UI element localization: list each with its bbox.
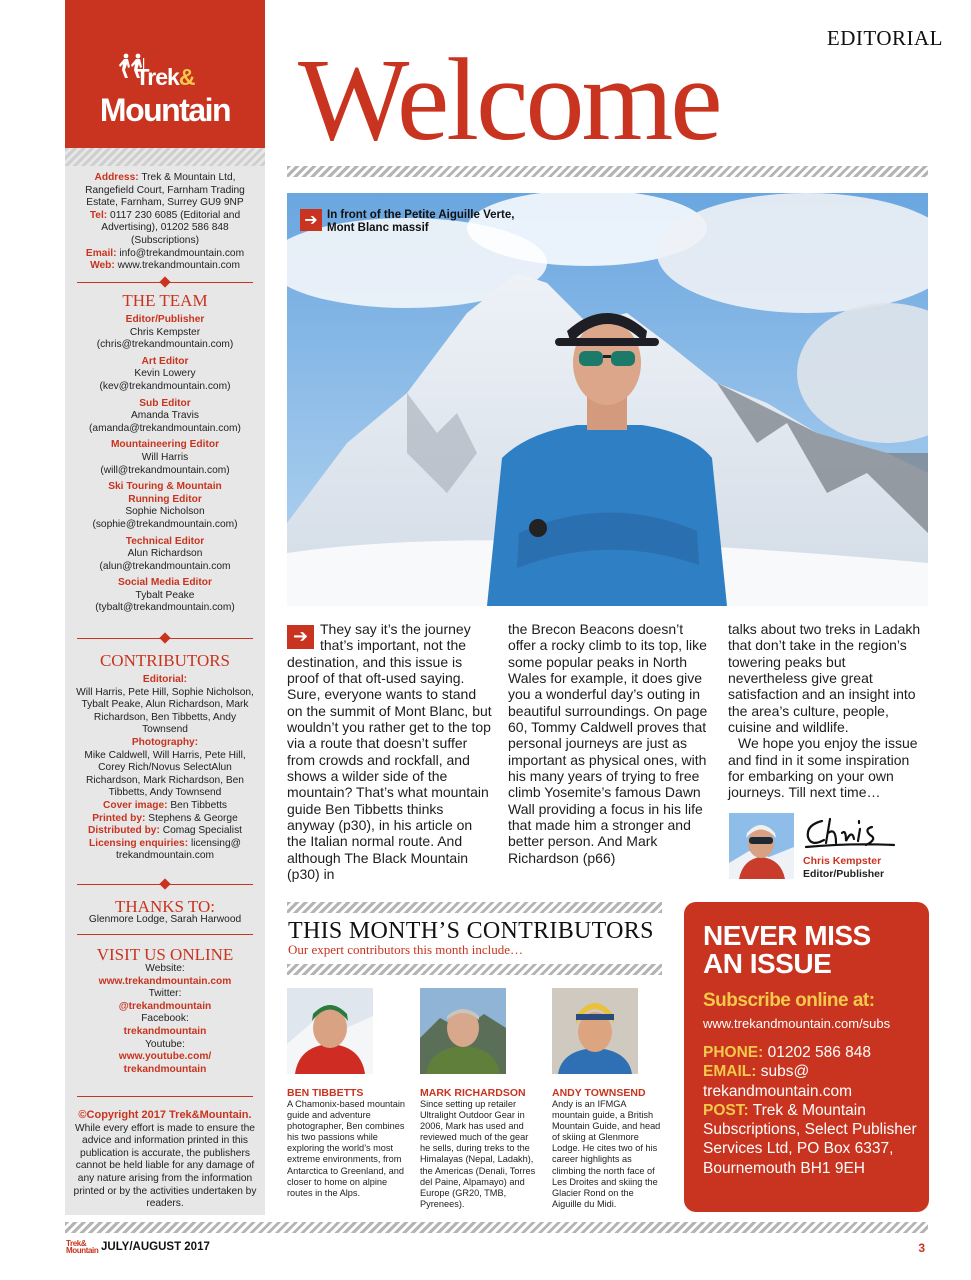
divider-diamond xyxy=(159,632,170,643)
online-block: Website: www.trekandmountain.com Twitter: @trekandmountain Facebook: trekandmountain Youtube: www.youtube.com/ trekandmountain xyxy=(98,963,232,1075)
contributor-photo-andy xyxy=(552,988,638,1074)
contributor-bio: A Chamonix-based mountain guide and adventure photographer, Ben combines his two passions while exploring the world’s most extreme environments, from Antarctica to Greenland, and closer to home on alpine routes in the Alps. xyxy=(287,1099,405,1198)
article-text: They say it’s the journey that’s important, not the destination, and this issue is proof of that oft-used saying. Sure, everyone wants to stand on the summit of Mont Blanc, but wouldn’t you rather get to the top via a route that doesn’t suffer from crowds and rockfall, and shows a wilder side of the mountain? That’s what mountain guide Ben Tibbetts thinks anyway (p30), in his article on the Italian normal route. And although The Black Mountain (p30) in xyxy=(287,621,492,883)
contributors-heading: CONTRIBUTORS xyxy=(99,651,231,670)
team-list xyxy=(71,314,259,615)
contributor-bio: Since setting up retailer Ultralight Outdoor Gear in 2006, Mark has used and reviewed much of the gear he sells, during treks to the Himalayas (Nepal, Ladakh), the Americas (Denali, Torres del Paine, Alpamayo) and Europe (GR20, TMB, Pyrenees). xyxy=(420,1099,536,1209)
subscribe-phone[interactable]: 01202 586 848 xyxy=(767,1044,872,1061)
logo-text-trek: Trek& xyxy=(135,64,195,90)
divider xyxy=(77,1096,253,1097)
section-label: EDITORIAL xyxy=(826,26,943,50)
article-column-1 xyxy=(287,621,492,883)
contributor-name: MARK RICHARDSON xyxy=(420,1087,526,1099)
issue-date: JULY/AUGUST 2017 xyxy=(101,1241,210,1253)
team-heading: THE TEAM xyxy=(122,291,208,310)
divider-diamond xyxy=(159,878,170,889)
arrow-right-icon: ➔ xyxy=(300,209,322,231)
website-link[interactable]: www.trekandmountain.com xyxy=(98,975,232,987)
email-link[interactable]: info@trekandmountain.com xyxy=(119,247,245,259)
subscribe-online-label: Subscribe online at: xyxy=(703,990,875,1011)
divider-stripe xyxy=(287,902,662,913)
contributors-subtitle: Our expert contributors this month include… xyxy=(288,942,524,957)
photo-caption xyxy=(300,209,527,234)
article-column-3 xyxy=(728,621,928,801)
team-member: Art Editor Kevin Lowery (kev@trekandmountain.com) xyxy=(99,355,231,392)
contributor-photo-ben xyxy=(287,988,373,1074)
divider-stripe xyxy=(65,148,265,166)
contributor-photo-mark xyxy=(420,988,506,1074)
facebook-link[interactable]: trekandmountain xyxy=(123,1025,207,1037)
subscribe-headline: NEVER MISS AN ISSUE xyxy=(703,920,871,979)
footer-divider-stripe xyxy=(65,1222,928,1233)
contributor-name: BEN TIBBETTS xyxy=(287,1087,364,1099)
subscribe-url-link[interactable]: www.trekandmountain.com/subs xyxy=(703,1016,891,1031)
divider xyxy=(77,934,253,935)
signature-caption: Chris Kempster Editor/Publisher xyxy=(803,855,885,880)
article-column-2 xyxy=(508,621,708,866)
divider-diamond xyxy=(159,276,170,287)
contributors-title: THIS MONTH’S CONTRIBUTORS xyxy=(288,918,654,944)
footer-logo: Trek& Mountain xyxy=(66,1239,99,1255)
page-headline: Welcome xyxy=(298,34,720,165)
masthead-logo xyxy=(65,0,265,148)
online-heading: VISIT US ONLINE xyxy=(96,945,234,964)
subscribe-box xyxy=(684,902,929,1212)
team-member: Sub Editor Amanda Travis (amanda@trekandmountain.com) xyxy=(89,397,241,434)
copyright-block: ©Copyright 2017 Trek&Mountain. While every effort is made to ensure the advice and information printed in this publication is accurate, the publishers cannot be held liable for any damage of any nature arising from the information printed or by the activities undertaken by readers. xyxy=(73,1109,257,1210)
article-text: We hope you enjoy the issue and find in it some inspiration for embarking on your own journeys. Till next time… xyxy=(728,735,918,801)
thanks-names: Glenmore Lodge, Sarah Harwood xyxy=(88,914,242,925)
web-link[interactable]: www.trekandmountain.com xyxy=(117,260,240,272)
logo-text-mountain: Mountain xyxy=(99,92,231,128)
subscribe-email-link[interactable]: subs@ trekandmountain.com xyxy=(703,1063,853,1100)
team-member: Mountaineering Editor Will Harris (will@trekandmountain.com) xyxy=(100,439,230,476)
address-block: Address: Trek & Mountain Ltd, Rangefield Court, Farnham Trading Estate, Farnham, Surrey GU9 9NP Tel: 0117 230 6085 (Editorial and Advertising), 01202 586 848 (Subscriptions) Email: info@trekandmountain.com Web: www.trekandmountain.com xyxy=(85,172,245,272)
contributor-bio: Andy is an IFMGA mountain guide, a British Mountain Guide, and head of skiing at Glenmore Lodge. He cites two of his career highlights as climbing the north face of Les Droites and skiing the Glacier Rond on the Aiguille du Midi. xyxy=(552,1099,661,1209)
contributor-name: ANDY TOWNSEND xyxy=(552,1087,646,1099)
page-number: 3 xyxy=(918,1241,925,1255)
sidebar xyxy=(65,0,265,1215)
hero-photo-illustration xyxy=(287,193,928,606)
photo-caption-text: In front of the Petite Aiguille Verte, Mont Blanc massif xyxy=(327,209,515,234)
twitter-link[interactable]: @trekandmountain xyxy=(118,1000,212,1012)
team-member: Technical Editor Alun Richardson (alun@trekandmountain.com xyxy=(99,535,231,572)
arrow-right-icon: ➔ xyxy=(287,625,314,649)
contributors-block: Editorial: Will Harris, Pete Hill, Sophie Nicholson, Tybalt Peake, Alun Richardson, Mark Richardson, Ben Tibbetts, Andy Townsend Photography: Mike Caldwell, Will Harris, Pete Hill, Corey Rich/Novus SelectAlun Richardson, Mark Richardson, Ben Tibbetts, Andy Townsend Cover image: Ben Tibbetts Printed by: Stephens & George Distributed by: Comag Specialist Licensing enquiries: licensing@ trekandmountain.com xyxy=(76,674,254,862)
hero-photo xyxy=(287,193,928,606)
subscribe-details: PHONE: 01202 586 848 EMAIL: subs@ trekandmountain.com POST: Trek & Mountain Subscriptions, Select Publisher Services Ltd, PO Box 6337, Bournemouth BH1 9EH xyxy=(703,1044,917,1177)
team-member: Social Media Editor Tybalt Peake (tybalt@trekandmountain.com) xyxy=(95,577,235,614)
article-text: talks about two treks in Ladakh that don’t take in the region’s towering peaks but nevertheless give great satisfaction and an insight into the area’s culture, people, cuisine and wildlife. xyxy=(728,621,921,736)
team-member: Editor/Publisher Chris Kempster (chris@trekandmountain.com) xyxy=(96,314,234,351)
divider-stripe xyxy=(287,166,928,177)
thanks-heading: THANKS TO: xyxy=(115,897,215,916)
signature-image xyxy=(802,813,897,853)
editor-photo xyxy=(729,813,794,879)
youtube-link[interactable]: www.youtube.com/ trekandmountain xyxy=(118,1051,212,1075)
article-text: the Brecon Beacons doesn’t offer a rocky climb to its top, like some popular peaks in North Wales for example, it does give you a wonderful day’s outing in beautiful surroundings. On page 60, Tommy Caldwell proves that personal journeys are just as important as physical ones, with his many years of trying to free climb Yosemite’s famous Dawn Wall providing a focus in his life that made him a stronger and better person. And Mark Richardson (p66) xyxy=(508,621,708,866)
divider-stripe xyxy=(287,964,662,975)
team-member: Ski Touring & Mountain Running Editor Sophie Nicholson (sophie@trekandmountain.com) xyxy=(92,481,238,530)
